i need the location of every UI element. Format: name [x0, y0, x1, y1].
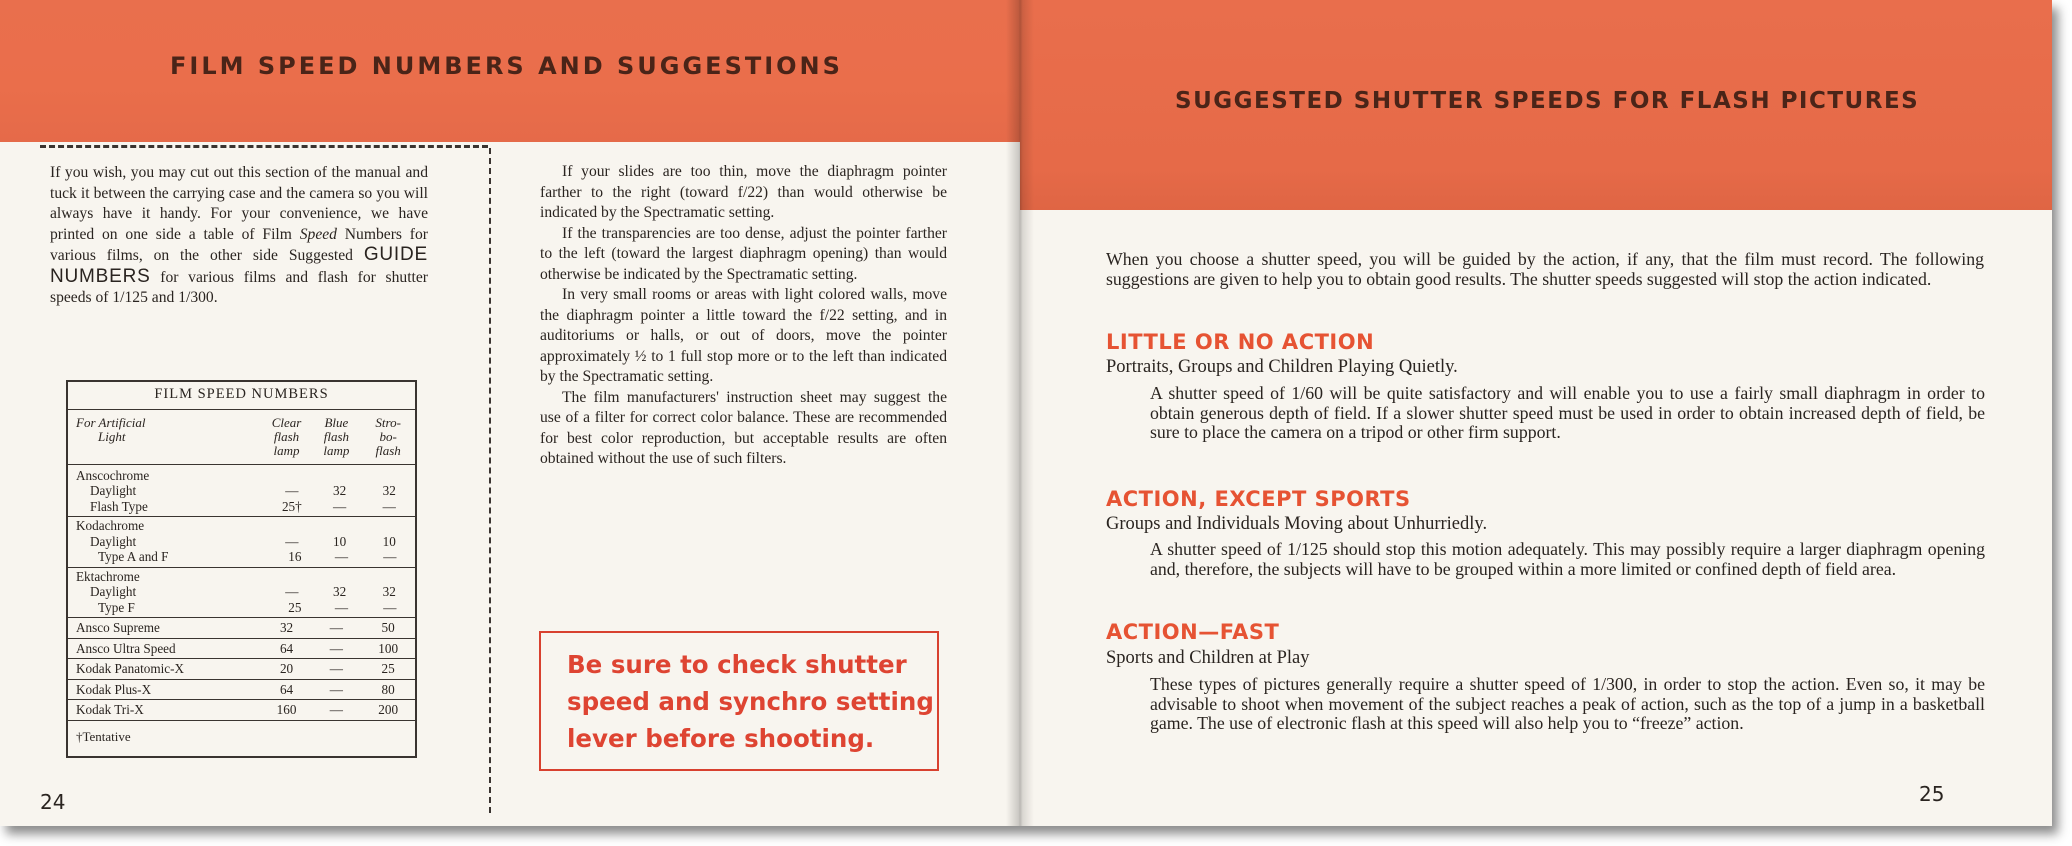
- row-label: Flash Type: [90, 498, 148, 514]
- cell-strobo: —: [383, 549, 397, 564]
- cell-clear: 16: [288, 549, 302, 564]
- page-number: 25: [1919, 782, 1945, 806]
- paragraph: The film manufacturers' instruction sheet may suggest the use of a filter for correct color balance. These are recommended for best color reproduction, but acceptable results are often obtained without the use of such filters.: [540, 388, 947, 467]
- header-line: lamp: [273, 442, 300, 458]
- cut-line-right: [489, 148, 491, 813]
- row-label: Ansco Ultra Speed: [76, 640, 176, 656]
- paragraph: If the transparencies are too dense, adjust the pointer farther to the left (toward the largest diaphragm opening) than would otherwise be indicated by the Spectramatic setting.: [540, 224, 947, 283]
- table-row: [68, 639, 415, 660]
- section-body: [1150, 540, 1985, 579]
- table-row: [68, 659, 415, 680]
- header-name: [68, 416, 262, 458]
- section-heading: ACTION, EXCEPT SPORTS: [1106, 487, 1411, 511]
- table-footnote: †Tentative: [76, 728, 131, 744]
- row-label: Kodak Plus-X: [76, 681, 152, 697]
- paragraph: If your slides are too thin, move the diaphragm pointer farther to the right (toward f/22) than would otherwise be indicated by the Spectramatic setting.: [540, 163, 947, 221]
- row-label: Daylight: [90, 533, 137, 549]
- cell-clear: —: [285, 584, 299, 599]
- group-name: Kodachrome: [76, 518, 145, 533]
- table-row: [68, 499, 415, 517]
- table-row: [68, 680, 415, 701]
- section-body: [1150, 675, 1985, 734]
- intro-text: When you choose a shutter speed, you will be guided by the action, if any, that the film must record. The following suggestions are given to help you to obtain good results. The shutter speeds suggested will stop the action indicated.: [1106, 249, 1984, 289]
- row-label: Daylight: [90, 483, 137, 498]
- left-page: [0, 0, 1020, 826]
- cell-strobo: 32: [382, 483, 396, 498]
- cell-blue: —: [329, 640, 343, 656]
- cutout-text-1: If you wish, you may cut out this section of the manual and tuck it between the carrying case and the camera so you will always have it handy. For your convenience, we have printed on one side a table of Film: [50, 164, 428, 243]
- cell-clear: 25†: [281, 498, 302, 514]
- section-heading: ACTION—FAST: [1106, 620, 1280, 644]
- section-subject: Sports and Children at Play: [1106, 648, 1310, 668]
- warning-line: speed and synchro setting: [567, 687, 934, 716]
- header-strobo: [361, 416, 415, 458]
- cell-blue: —: [329, 620, 343, 635]
- section-body: [1150, 384, 1985, 443]
- cutout-text-3: for various films and flash for shutter speeds of 1/125 and 1/300.: [50, 268, 428, 306]
- warning-line: Be sure to check shutter: [567, 650, 907, 679]
- header-line: Stro-: [375, 414, 401, 430]
- header-name-line: For Artificial: [76, 414, 146, 430]
- cell-strobo: —: [382, 498, 396, 514]
- cell-clear: 64: [279, 640, 294, 656]
- page-title: FILM SPEED NUMBERS AND SUGGESTIONS: [170, 52, 843, 80]
- cell-clear: —: [285, 533, 299, 549]
- cell-clear: 64: [279, 681, 294, 697]
- intro-paragraph: [1106, 250, 1984, 289]
- table-row: [68, 549, 415, 567]
- header-line: bo-: [379, 428, 397, 444]
- table-title: FILM SPEED NUMBERS: [68, 382, 415, 410]
- cutout-paragraph: [50, 163, 428, 309]
- group-name: Ektachrome: [76, 568, 140, 584]
- table-group: [68, 517, 415, 568]
- section-text: A shutter speed of 1/125 should stop this motion adequately. This may possibly require a larger diaphragm opening and, therefore, the subjects will have to be grouped within a more limited or confined depth of field area.: [1150, 539, 1985, 579]
- cell-blue: —: [334, 599, 349, 615]
- table-row: [68, 534, 415, 550]
- cell-strobo: —: [383, 599, 397, 615]
- section-subject: Portraits, Groups and Children Playing Quietly.: [1106, 357, 1458, 377]
- cell-blue: —: [329, 702, 343, 717]
- cell-strobo: 10: [382, 533, 396, 549]
- cell-clear: 20: [279, 661, 294, 676]
- column-two: [540, 162, 947, 470]
- header-line: flash: [375, 442, 401, 458]
- cut-line-top: [40, 145, 488, 148]
- cell-clear: —: [285, 483, 299, 498]
- section-text: A shutter speed of 1/60 will be quite satisfactory and will enable you to use a fairly small diaphragm in order to obtain generous depth of field. If a slower shutter speed must be used in order to obtain increased depth of field, be sure to place the camera on a tripod or other firm support.: [1150, 383, 1985, 442]
- page-number: 24: [40, 790, 66, 814]
- table-header: [68, 410, 415, 465]
- cell-strobo: 100: [378, 640, 399, 656]
- header-name-line: Light: [98, 428, 126, 444]
- cell-strobo: 80: [381, 681, 395, 697]
- row-label: Type F: [98, 599, 135, 615]
- page-title: SUGGESTED SHUTTER SPEEDS FOR FLASH PICTURES: [1175, 88, 1920, 114]
- paragraph: In very small rooms or areas with light colored walls, move the diaphragm pointer a little toward the f/22 setting, and in auditoriums or halls, or out of doors, move the pointer approximately ½ to 1 full stop more or to the left than indicated by the Spectramatic setting.: [540, 286, 947, 385]
- cell-blue: 32: [333, 483, 347, 498]
- guide-numbers-term: GUIDE NUMBERS: [50, 244, 428, 287]
- section-subject: Groups and Individuals Moving about Unhurriedly.: [1106, 514, 1488, 534]
- row-label: Kodak Tri-X: [76, 702, 144, 717]
- table-group: [68, 568, 415, 619]
- cell-blue: 10: [333, 533, 347, 549]
- group-name: Anscochrome: [76, 467, 150, 483]
- row-label: Ansco Supreme: [76, 620, 160, 635]
- cell-strobo: 200: [378, 702, 399, 717]
- row-label: Type A and F: [98, 549, 169, 564]
- row-label: Kodak Panatomic-X: [76, 661, 185, 676]
- cutout-text-2: Numbers for various films, on the other side Suggested: [50, 225, 428, 264]
- section-heading: LITTLE OR NO ACTION: [1106, 330, 1375, 354]
- cell-strobo: 25: [381, 661, 395, 676]
- cell-clear: 160: [276, 702, 297, 717]
- cell-blue: —: [329, 661, 343, 676]
- header-line: flash: [273, 428, 300, 444]
- cutout-italic: Speed: [299, 225, 337, 243]
- cell-clear: 25: [288, 599, 302, 615]
- table-row: [68, 483, 415, 499]
- cell-blue: —: [333, 498, 347, 514]
- cell-blue: —: [334, 549, 349, 564]
- header-line: lamp: [323, 442, 350, 458]
- warning-line: lever before shooting.: [567, 724, 875, 753]
- header-line: Clear: [271, 414, 302, 430]
- header-clear: [262, 416, 312, 458]
- table-row: [68, 618, 415, 639]
- section-text: These types of pictures generally require a shutter speed of 1/300, in order to stop the action. Even so, it may be advisable to shoot when movement of the subject reaches a peak of action, such as the top of a jump in a basketball game. The use of electronic flash at this speed will also help you to “freeze” action.: [1150, 674, 1985, 733]
- cell-blue: —: [329, 681, 343, 697]
- cell-strobo: 50: [381, 620, 395, 635]
- row-label: Daylight: [90, 584, 137, 599]
- table-row: [68, 700, 415, 721]
- table-group: [68, 465, 415, 518]
- cell-clear: 32: [279, 620, 294, 635]
- right-page: [1020, 0, 2052, 826]
- cell-blue: 32: [333, 584, 347, 599]
- cell-strobo: 32: [382, 584, 396, 599]
- header-line: Blue: [324, 414, 349, 430]
- warning-box: [539, 631, 939, 771]
- table-row: [68, 584, 415, 600]
- header-line: flash: [323, 428, 350, 444]
- header-blue: [311, 416, 361, 458]
- film-speed-table: [66, 380, 417, 758]
- table-row: [68, 600, 415, 618]
